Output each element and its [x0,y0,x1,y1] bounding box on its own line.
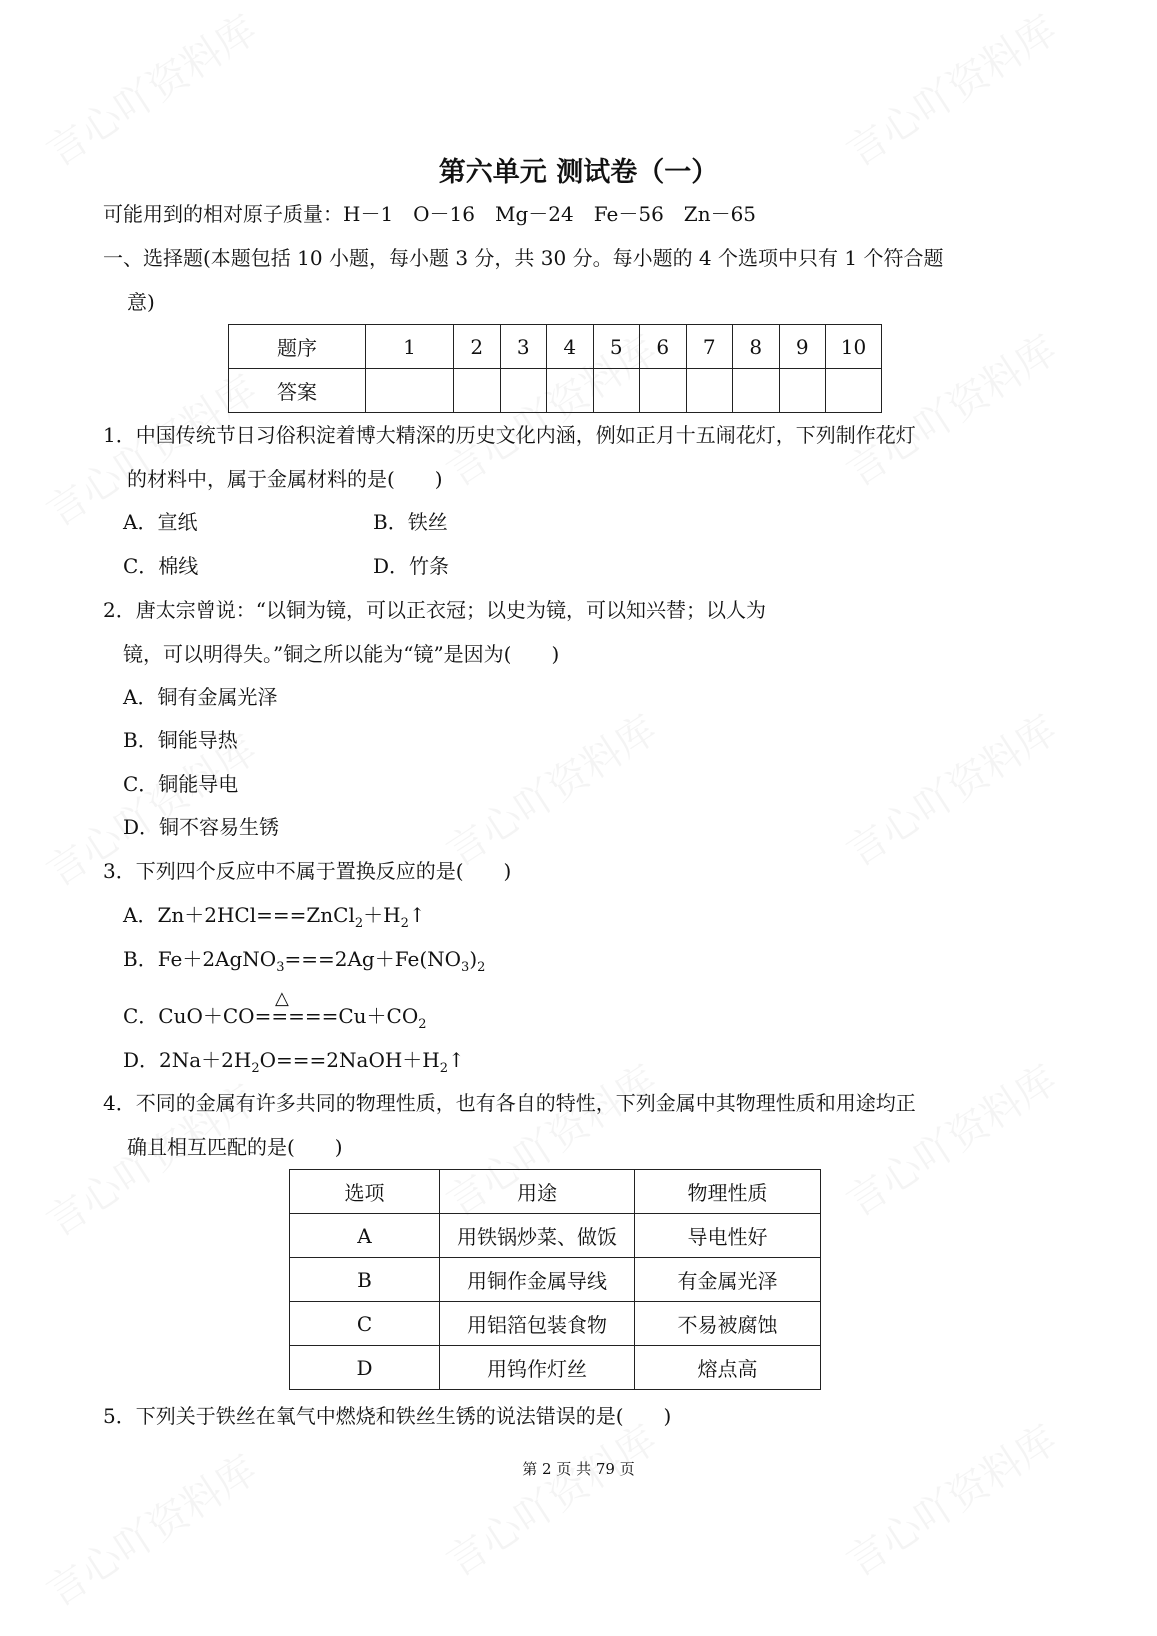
section-heading: 一、选择题(本题包括 10 小题，每小题 3 分，共 30 分。每小题的 4 个选项中只有 1 个符合题 [103,246,944,270]
watermark [834,1409,1066,1588]
q1-option-a: A．宣纸 [123,510,198,534]
q4-stem-cont: 确且相互匹配的是( ) [127,1135,343,1159]
cell: 导电性好 [635,1214,821,1258]
answer-cell[interactable] [779,369,826,413]
cell: 9 [779,325,826,369]
cell: D [290,1346,440,1390]
q5-stem: 5．下列关于铁丝在氧气中燃烧和铁丝生锈的说法错误的是( ) [103,1404,672,1428]
cell: 熔点高 [635,1346,821,1390]
cell: 用铜作金属导线 [440,1258,635,1302]
header-label: 题序 [229,325,366,369]
answer-label: 答案 [229,369,366,413]
cell: 8 [733,325,780,369]
column-header: 用途 [440,1170,635,1214]
q2-option-d: D．铜不容易生锈 [123,815,280,839]
answer-table [228,324,882,413]
cell: 10 [826,325,882,369]
answer-cell[interactable] [640,369,687,413]
cell: 5 [593,325,640,369]
cell: C [290,1302,440,1346]
answer-cell[interactable] [733,369,780,413]
q1-option-d: D．竹条 [373,554,450,578]
q3-option-b: B．$Fe+2AgNO_3===2Ag+Fe(NO_3)_2$ [123,947,486,975]
cell: 不易被腐蚀 [635,1302,821,1346]
cell: 3 [500,325,547,369]
q4-stem: 4．不同的金属有许多共同的物理性质，也有各自的特性，下列金属中其物理性质和用途均正 [103,1091,916,1115]
table-row [290,1214,821,1258]
q2-option-b: B．铜能导热 [123,728,238,752]
table-row [290,1302,821,1346]
cell: 1 [366,325,454,369]
answer-cell[interactable] [593,369,640,413]
q3-option-a: A．$Zn+2HCl===ZnCl_2+H_2↑$ [123,903,426,931]
cell: 用钨作灯丝 [440,1346,635,1390]
watermark [434,1409,666,1588]
watermark [834,699,1066,878]
watermark [834,1049,1066,1228]
column-header: 选项 [290,1170,440,1214]
q3-option-d: D．$2Na+2H_2O===2NaOH+H_2↑$ [123,1048,465,1076]
cell: 用铝箔包装食物 [440,1302,635,1346]
q3-stem: 3．下列四个反应中不属于置换反应的是( ) [103,859,512,883]
table-row [229,325,882,369]
q1-stem: 1．中国传统节日习俗积淀着博大精深的历史文化内涵，例如正月十五闹花灯，下列制作花灯 [103,423,916,447]
page-title: 第六单元 测试卷（一） [438,157,719,188]
heat-condition-symbol: △ [275,988,289,1009]
answer-cell[interactable] [500,369,547,413]
answer-cell[interactable] [366,369,454,413]
q2-stem-cont: 镜，可以明得失。”铜之所以能为“镜”是因为( ) [123,642,560,666]
atomic-mass-line: 可能用到的相对原子质量：H－1 O－16 Mg－24 Fe－56 Zn－65 [103,202,757,226]
cell: 用铁锅炒菜、做饭 [440,1214,635,1258]
q2-option-c: C．铜能导电 [123,772,239,796]
q2-stem: 2．唐太宗曾说：“以铜为镜，可以正衣冠；以史为镜，可以知兴替；以人为 [103,598,766,622]
table-header-row [290,1170,821,1214]
q2-option-a: A．铜有金属光泽 [123,685,278,709]
page-footer: 第 2 页 共 79 页 [522,1460,635,1478]
column-header: 物理性质 [635,1170,821,1214]
cell: A [290,1214,440,1258]
answer-cell[interactable] [686,369,733,413]
watermark [434,699,666,878]
q3-option-c: C．$CuO+CO=====Cu+CO_2$ [123,1004,427,1032]
q1-stem-cont: 的材料中，属于金属材料的是( ) [127,467,443,491]
cell: B [290,1258,440,1302]
q1-option-b: B．铁丝 [373,510,448,534]
cell: 6 [640,325,687,369]
answer-cell[interactable] [826,369,882,413]
cell: 4 [547,325,594,369]
section-heading-cont: 意) [127,290,155,314]
table-row [229,369,882,413]
cell: 有金属光泽 [635,1258,821,1302]
table-row [290,1346,821,1390]
answer-cell[interactable] [547,369,594,413]
q4-table [289,1169,821,1390]
q1-option-c: C．棉线 [123,554,199,578]
table-row [290,1258,821,1302]
cell: 7 [686,325,733,369]
answer-cell[interactable] [454,369,501,413]
cell: 2 [454,325,501,369]
